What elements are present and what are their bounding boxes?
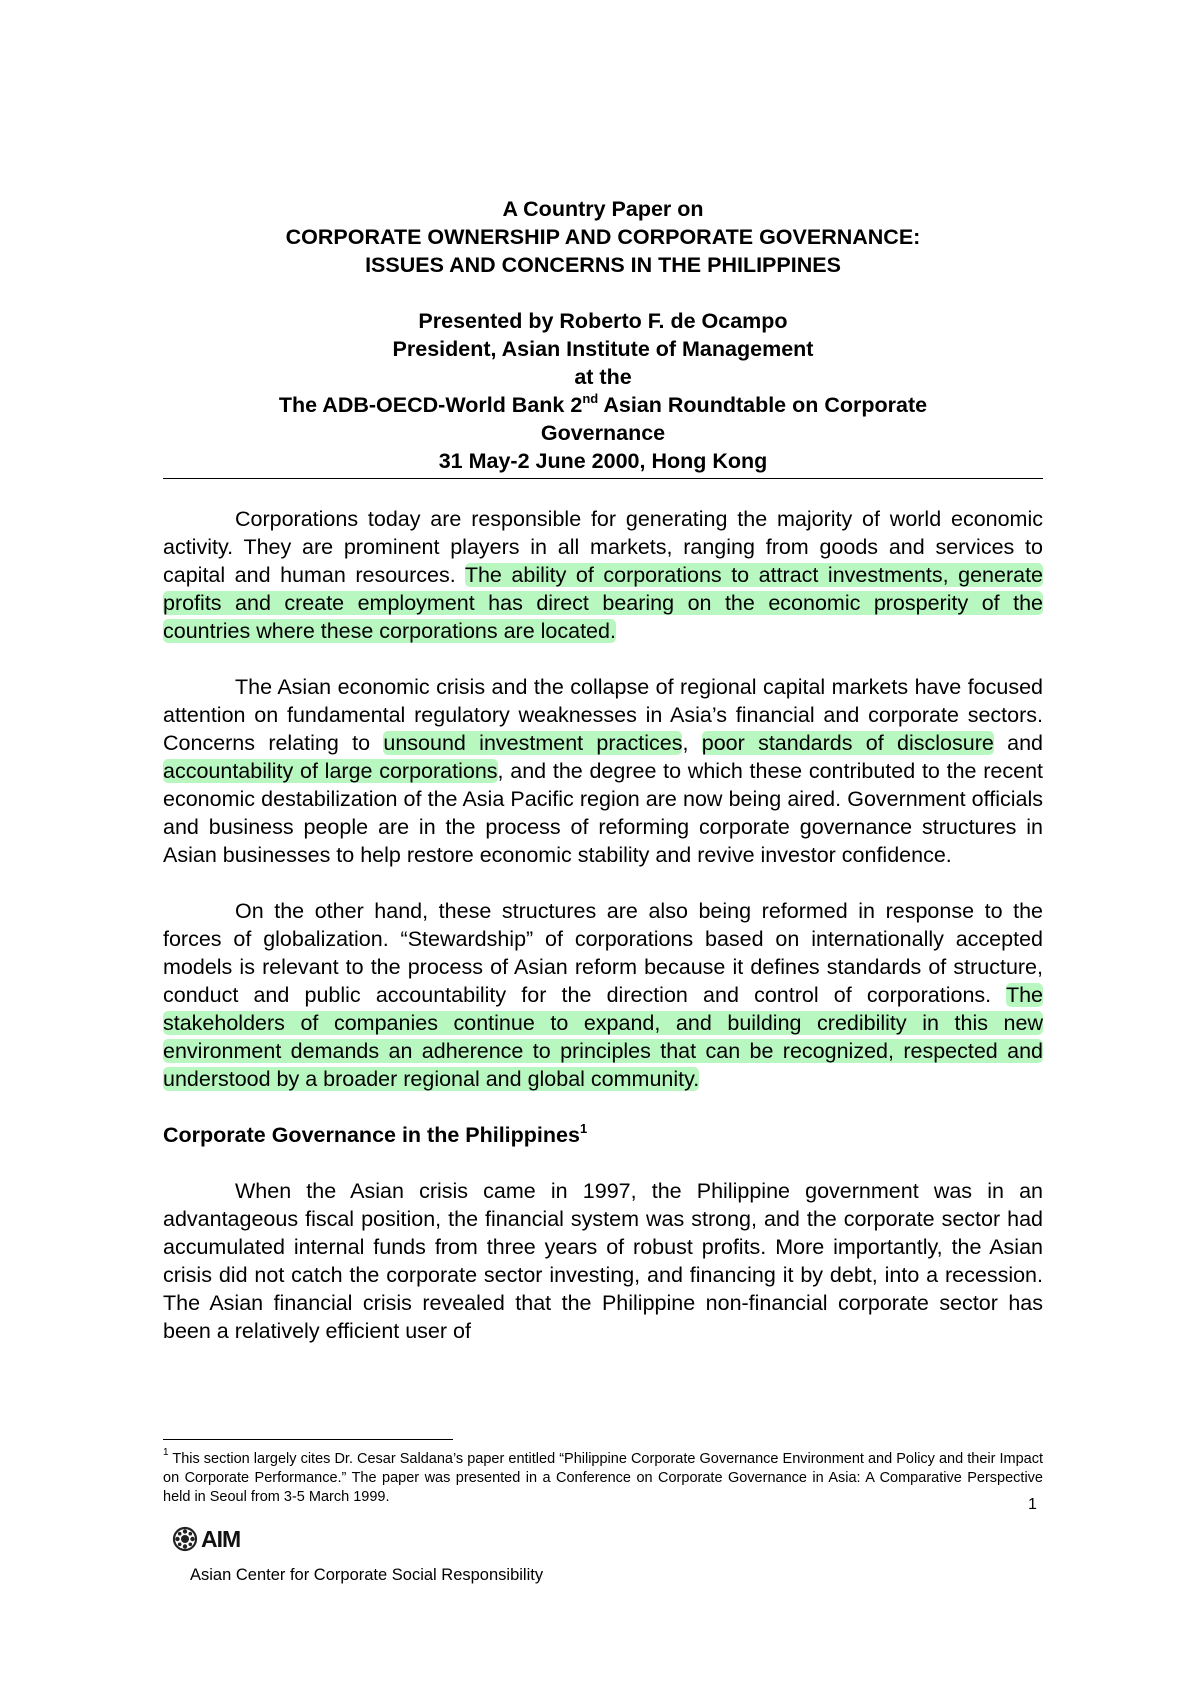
section-heading: Corporate Governance in the Philippines$^1$ — [163, 1120, 588, 1147]
event-name-line: The ADB-OECD-World Bank 2nd Asian Roundtable on Corporate — [278, 390, 928, 417]
title-block — [163, 195, 1043, 475]
logo-text: AIM — [201, 1525, 241, 1552]
presenter-line: Presented by Roberto F. de Ocampo — [418, 309, 788, 333]
presenter-position: President, Asian Institute of Management — [392, 337, 814, 361]
footnote-reference: 1 — [579, 1120, 588, 1136]
paper-intro-line: A Country Paper on — [502, 197, 704, 221]
title-divider — [163, 478, 1043, 479]
paragraph-2: The Asian economic crisis and the collapse of regional capital markets have focused attention on fundamental regulatory weaknesses in Asia’s financial and corporate sectors. Concerns relating to unsound investment practices, poor standards of disclosure and accountability of large corporations, and the degree to which these contributed to the recent economic destabilization of the Asia Pacific region are now being aired. Government officials and business people are in the process of reforming corporate governance structures in Asian businesses to help restore economic stability and revive investor confidence. — [163, 675, 1043, 867]
paragraph-4: When the Asian crisis came in 1997, the Philippine government was in an advantageous fiscal position, the financial system was strong, and the corporate sector had accumulated internal funds from three years of robust profits. More importantly, the Asian crisis did not catch the corporate sector investing, and financing it by debt, into a recession. The Asian financial crisis revealed that the Philippine non-financial corporate sector has been a relatively efficient user of — [163, 1179, 1043, 1343]
highlight: The ability of corporations to attract investments, generate profits and create employment has direct bearing on the economic prosperity of the countries where these corporations are located. — [163, 563, 1044, 643]
footnote-divider — [163, 1439, 453, 1440]
highlight: unsound investment practices — [383, 731, 683, 755]
event-name-line-2: Governance — [540, 421, 666, 445]
footer-center-name: Asian Center for Corporate Social Responsibility — [190, 1566, 544, 1584]
aim-emblem-icon — [172, 1526, 198, 1552]
paragraph-1: Corporations today are responsible for generating the majority of world economic activity. They are prominent players in all markets, ranging from goods and services to capital and human resources. The ability of corporations to attract investments, generate profits and create employment has direct bearing on the economic prosperity of the countries where these corporations are located. — [163, 507, 1044, 643]
paper-title-line-2: ISSUES AND CONCERNS IN THE PHILIPPINES — [365, 253, 841, 277]
body-text — [163, 505, 1043, 1373]
at-the-line: at the — [574, 365, 632, 389]
event-date-location: 31 May-2 June 2000, Hong Kong — [438, 449, 768, 473]
highlight: poor standards of disclosure — [701, 731, 994, 755]
paper-title-line-1: CORPORATE OWNERSHIP AND CORPORATE GOVERNANCE: — [285, 225, 921, 249]
aim-logo — [172, 1526, 240, 1552]
footnote: $^1$ This section largely cites Dr. Cesar Saldana’s paper entitled “Philippine Corporate Governance Environment and Policy and their Impact on Corporate Performance.” The paper was presented in a Conference on Corporate Governance in Asia: A Comparative Perspective held in Seoul from 3-5 March 1999. — [163, 1447, 1043, 1505]
page-number: 1 — [1028, 1496, 1037, 1513]
highlight: The stakeholders of companies continue to expand, and building credibility in this new environment demands an adherence to principles that can be recognized, respected and understood by a broader regional and global community. — [163, 983, 1043, 1091]
paragraph-3: On the other hand, these structures are also being reformed in response to the forces of globalization. “Stewardship” of corporations based on internationally accepted models is relevant to the process of Asian reform because it defines standards of structure, conduct and public accountability for the direction and control of corporations. The stakeholders of companies continue to expand, and building credibility in this new environment demands an adherence to principles that can be recognized, respected and understood by a broader regional and global community. — [163, 899, 1043, 1091]
highlight: accountability of large corporations — [163, 759, 498, 783]
